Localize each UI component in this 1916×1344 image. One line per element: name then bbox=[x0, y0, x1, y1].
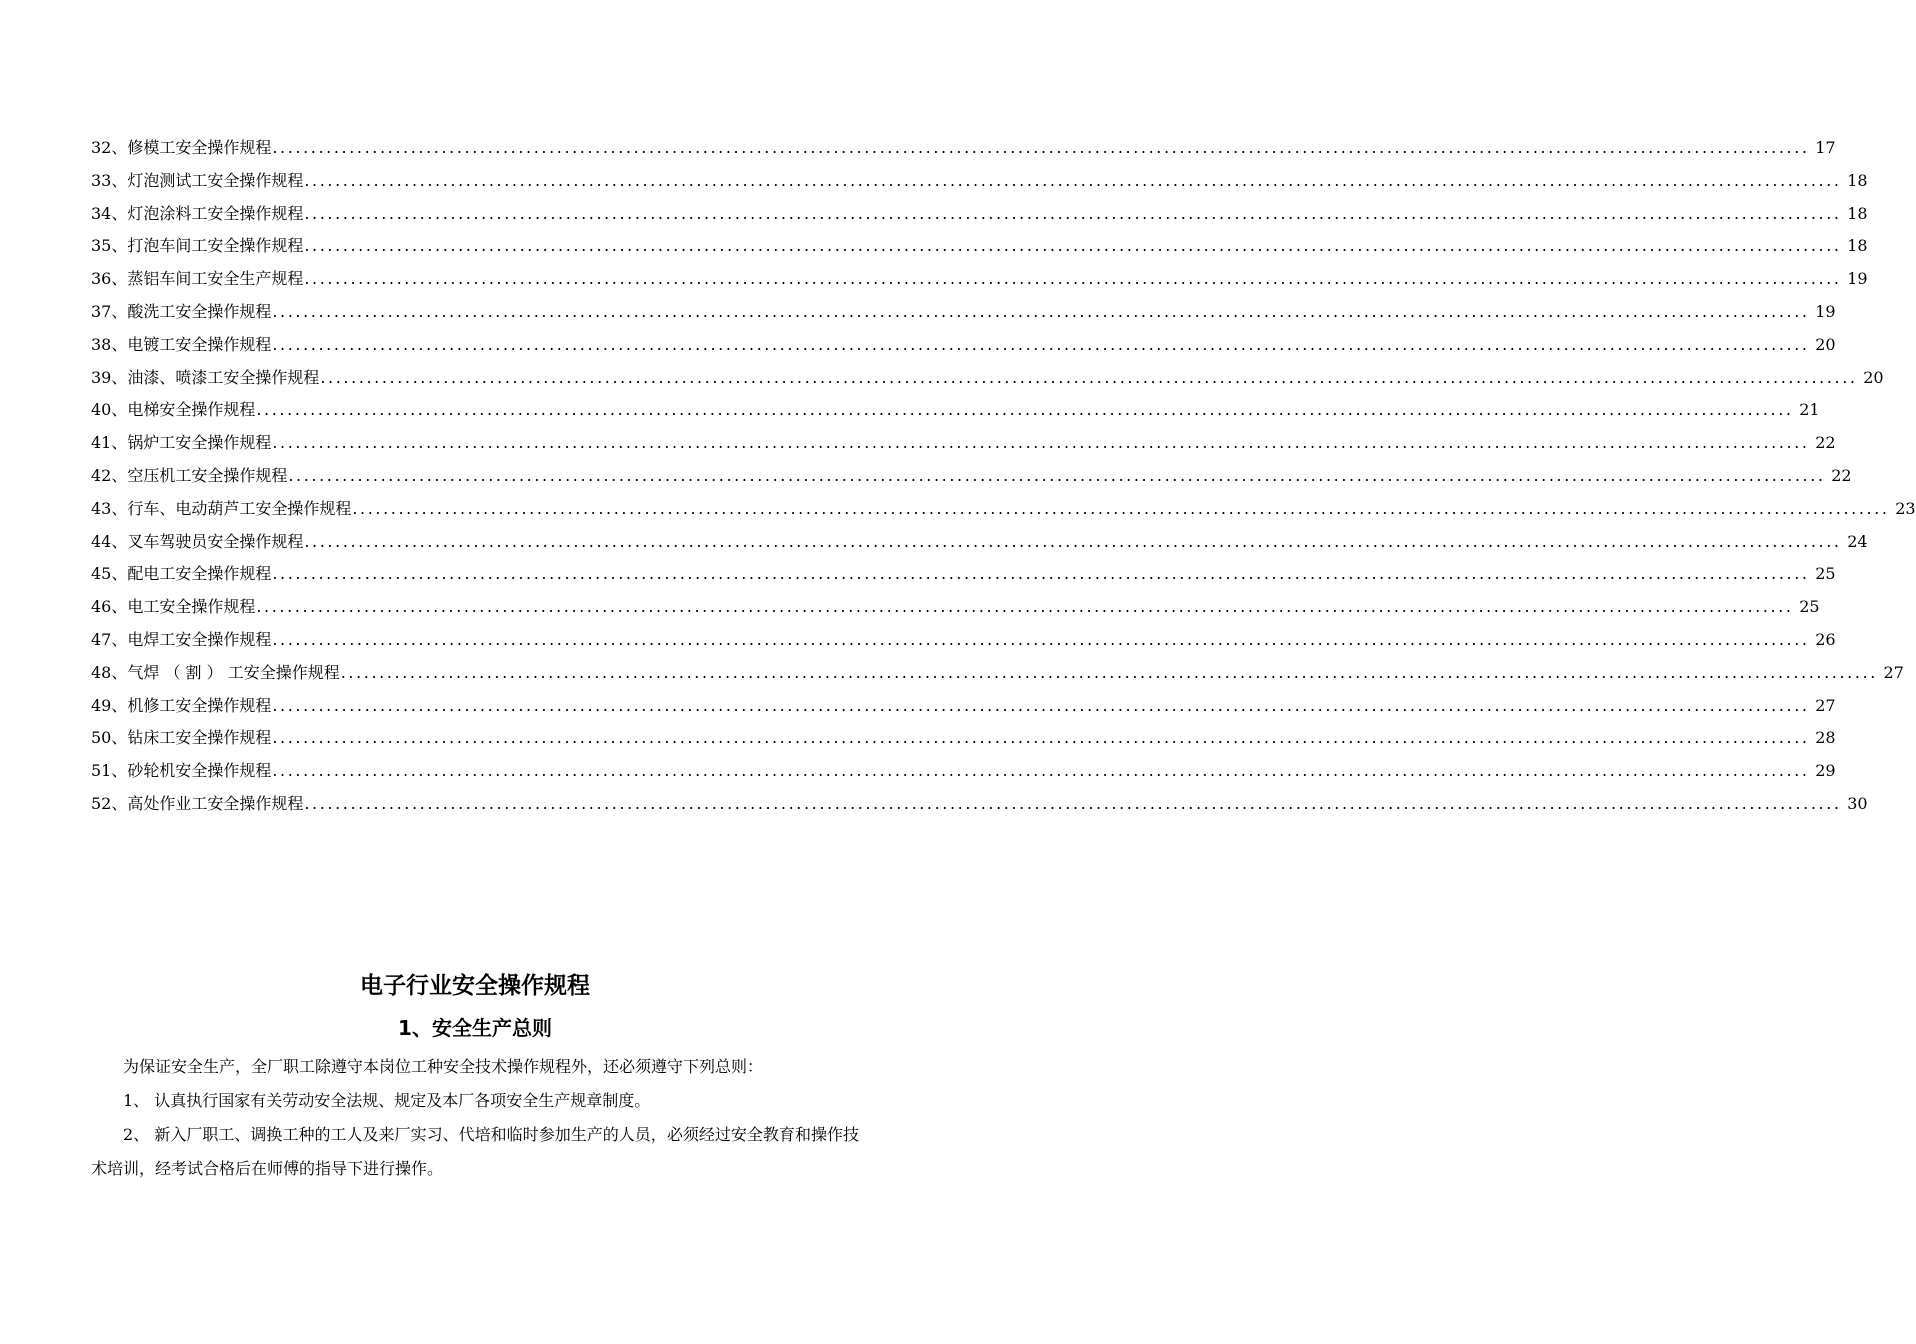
toc-entry-title: 46、电工安全操作规程 bbox=[91, 597, 256, 617]
toc-entry[interactable] bbox=[91, 526, 1868, 559]
toc-entry[interactable] bbox=[91, 690, 1836, 723]
toc-leader-dots: ........................................................................................................................................................................................................ bbox=[304, 531, 1842, 551]
toc-entry-title: 33、灯泡测试工安全操作规程 bbox=[91, 170, 304, 190]
toc-entry-title: 48、气焊 （ 割 ） 工安全操作规程 bbox=[91, 662, 340, 682]
toc-entry[interactable] bbox=[91, 362, 1884, 395]
toc-entry[interactable] bbox=[91, 558, 1836, 591]
section-title: 1、安全生产总则 bbox=[398, 1016, 552, 1040]
toc-leader-dots: ........................................................................................................................................................................................................ bbox=[272, 301, 1810, 321]
toc-leader-dots: ........................................................................................................................................................................................................ bbox=[256, 597, 1794, 617]
toc-leader-dots: ........................................................................................................................................................................................................ bbox=[256, 400, 1794, 420]
toc-leader-dots: ........................................................................................................................................................................................................ bbox=[272, 728, 1810, 748]
toc-entry[interactable] bbox=[91, 394, 1820, 427]
toc-entry[interactable] bbox=[91, 427, 1836, 460]
toc-leader-dots: ........................................................................................................................................................................................................ bbox=[304, 269, 1842, 289]
toc-entry-title: 38、电镀工安全操作规程 bbox=[91, 334, 272, 354]
toc-entry-title: 47、电焊工安全操作规程 bbox=[91, 629, 272, 649]
toc-entry-page: 21 bbox=[1799, 400, 1820, 420]
toc-entry-page: 29 bbox=[1815, 761, 1836, 781]
toc-entry-title: 37、酸洗工安全操作规程 bbox=[91, 301, 272, 321]
toc-leader-dots: ........................................................................................................................................................................................................ bbox=[304, 203, 1842, 223]
toc-entry-page: 20 bbox=[1815, 334, 1836, 354]
toc-entry[interactable] bbox=[91, 624, 1836, 657]
toc-entry-title: 42、空压机工安全操作规程 bbox=[91, 465, 288, 485]
toc-entry-page: 25 bbox=[1815, 564, 1836, 584]
toc-entry-page: 30 bbox=[1847, 793, 1868, 813]
toc-entry[interactable] bbox=[91, 755, 1836, 788]
toc-entry-page: 19 bbox=[1847, 269, 1868, 289]
toc-entry-title: 34、灯泡涂料工安全操作规程 bbox=[91, 203, 304, 223]
paragraph: 为保证安全生产，全厂职工除遵守本岗位工种安全技术操作规程外，还必须遵守下列总则： bbox=[123, 1057, 764, 1076]
toc-entry-page: 24 bbox=[1847, 531, 1868, 551]
toc-entry-page: 18 bbox=[1847, 236, 1868, 256]
toc-entry-title: 44、叉车驾驶员安全操作规程 bbox=[91, 531, 304, 551]
toc-leader-dots: ........................................................................................................................................................................................................ bbox=[272, 695, 1810, 715]
toc-entry-title: 49、机修工安全操作规程 bbox=[91, 695, 272, 715]
toc-entry-title: 51、砂轮机安全操作规程 bbox=[91, 761, 272, 781]
toc-entry[interactable] bbox=[91, 296, 1836, 329]
toc-entry[interactable] bbox=[91, 263, 1868, 296]
toc-leader-dots: ........................................................................................................................................................................................................ bbox=[304, 793, 1842, 813]
toc-leader-dots: ........................................................................................................................................................................................................ bbox=[304, 170, 1842, 190]
toc-entry-page: 20 bbox=[1863, 367, 1884, 387]
toc-leader-dots: ........................................................................................................................................................................................................ bbox=[272, 629, 1810, 649]
toc-leader-dots: ........................................................................................................................................................................................................ bbox=[352, 498, 1890, 518]
toc-entry-page: 22 bbox=[1831, 465, 1852, 485]
document-title: 电子行业安全操作规程 bbox=[360, 973, 590, 999]
toc-entry-title: 36、蒸铝车间工安全生产规程 bbox=[91, 269, 304, 289]
toc-entry-title: 50、钻床工安全操作规程 bbox=[91, 728, 272, 748]
toc-entry[interactable] bbox=[91, 198, 1868, 231]
toc-leader-dots: ........................................................................................................................................................................................................ bbox=[288, 465, 1826, 485]
toc-entry-page: 23 bbox=[1895, 498, 1916, 518]
toc-entry-page: 27 bbox=[1883, 662, 1904, 682]
toc-entry[interactable] bbox=[91, 329, 1836, 362]
toc-leader-dots: ........................................................................................................................................................................................................ bbox=[272, 564, 1810, 584]
toc-entry-title: 43、行车、电动葫芦工安全操作规程 bbox=[91, 498, 352, 518]
table-of-contents bbox=[91, 132, 1916, 821]
toc-entry-title: 52、高处作业工安全操作规程 bbox=[91, 793, 304, 813]
toc-entry-page: 28 bbox=[1815, 728, 1836, 748]
toc-entry-page: 18 bbox=[1847, 203, 1868, 223]
toc-entry-page: 17 bbox=[1815, 138, 1836, 157]
toc-entry-page: 27 bbox=[1815, 695, 1836, 715]
toc-entry[interactable] bbox=[91, 460, 1852, 493]
toc-entry-title: 35、打泡车间工安全操作规程 bbox=[91, 236, 304, 256]
toc-entry[interactable] bbox=[91, 657, 1904, 690]
toc-entry-title: 45、配电工安全操作规程 bbox=[91, 564, 272, 584]
section-body bbox=[91, 1050, 859, 1186]
toc-entry[interactable] bbox=[91, 230, 1868, 263]
toc-entry-page: 19 bbox=[1815, 301, 1836, 321]
toc-leader-dots: ........................................................................................................................................................................................................ bbox=[272, 433, 1810, 453]
toc-leader-dots: ........................................................................................................................................................................................................ bbox=[272, 761, 1810, 781]
paragraph: 2、 新入厂职工、调换工种的工人及来厂实习、代培和临时参加生产的人员，必须经过安全教育和操作技术培训，经考试合格后在师傅的指导下进行操作。 bbox=[91, 1125, 859, 1178]
toc-leader-dots: ........................................................................................................................................................................................................ bbox=[320, 367, 1858, 387]
toc-entry-page: 25 bbox=[1799, 597, 1820, 617]
toc-entry-title: 40、电梯安全操作规程 bbox=[91, 400, 256, 420]
toc-entry[interactable] bbox=[91, 493, 1916, 526]
toc-entry-title: 41、锅炉工安全操作规程 bbox=[91, 433, 272, 453]
toc-entry[interactable] bbox=[91, 788, 1868, 821]
paragraph: 1、 认真执行国家有关劳动安全法规、规定及本厂各项安全生产规章制度。 bbox=[123, 1091, 651, 1110]
toc-entry[interactable] bbox=[91, 132, 1836, 165]
toc-entry-title: 39、油漆、喷漆工安全操作规程 bbox=[91, 367, 320, 387]
toc-leader-dots: ........................................................................................................................................................................................................ bbox=[340, 662, 1878, 682]
toc-leader-dots: ........................................................................................................................................................................................................ bbox=[272, 334, 1810, 354]
toc-leader-dots: ........................................................................................................................................................................................................ bbox=[304, 236, 1842, 256]
toc-entry-page: 18 bbox=[1847, 170, 1868, 190]
toc-entry[interactable] bbox=[91, 591, 1820, 624]
toc-entry-page: 26 bbox=[1815, 629, 1836, 649]
toc-entry-title: 32、修模工安全操作规程 bbox=[91, 138, 272, 157]
toc-entry-page: 22 bbox=[1815, 433, 1836, 453]
toc-entry[interactable] bbox=[91, 722, 1836, 755]
toc-entry[interactable] bbox=[91, 165, 1868, 198]
toc-leader-dots: ........................................................................................................................................................................................................ bbox=[272, 138, 1810, 157]
